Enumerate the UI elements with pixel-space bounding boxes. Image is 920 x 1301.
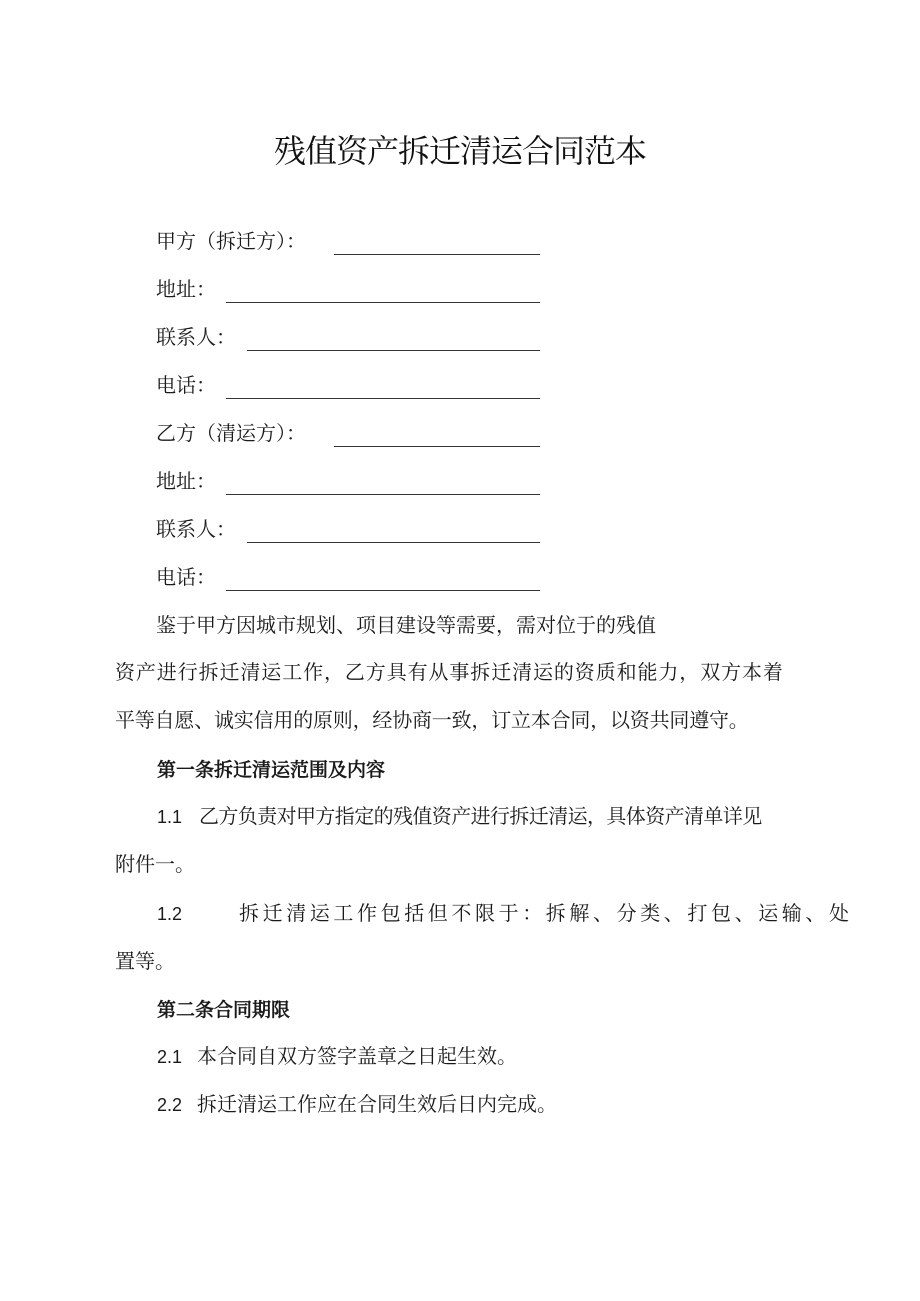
preamble-line-2: 资产进行拆迁清运工作，乙方具有从事拆迁清运的资质和能力，双方本着 bbox=[115, 660, 784, 684]
party-a-name-blank bbox=[334, 254, 540, 255]
party-b-contact-field bbox=[156, 514, 540, 544]
party-b-contact-label: 联系人： bbox=[156, 517, 236, 541]
party-a-address-label: 地址： bbox=[156, 277, 216, 301]
party-a-name-field bbox=[156, 226, 540, 256]
party-a-contact-field bbox=[156, 322, 540, 352]
clause-1-2-text-line-1: 拆迁清运工作包括但不限于：拆解、分类、打包、运输、处 bbox=[239, 901, 853, 925]
preamble-line-1: 鉴于甲方因城市规划、项目建设等需要，需对位于的残值 bbox=[156, 613, 656, 637]
party-b-phone-label: 电话： bbox=[156, 565, 216, 589]
clause-1-1-text-line-2: 附件一。 bbox=[115, 852, 195, 876]
party-a-name-label: 甲方（拆迁方）： bbox=[156, 229, 306, 253]
article-1-heading: 第一条拆迁清运范围及内容 bbox=[157, 759, 386, 781]
clause-1-2-text-line-2: 置等。 bbox=[115, 949, 175, 973]
clause-2-1-number: 2.1 bbox=[157, 1047, 183, 1067]
clause-1-1-text-line-1: 乙方负责对甲方指定的残值资产进行拆迁清运，具体资产清单详见 bbox=[199, 804, 762, 828]
document-title: 残值资产拆迁清运合同范本 bbox=[273, 132, 646, 170]
party-b-phone-blank bbox=[226, 590, 540, 591]
party-a-phone-label: 电话： bbox=[156, 373, 216, 397]
party-b-name-label: 乙方（清运方）： bbox=[156, 421, 306, 445]
article-2-heading: 第二条合同期限 bbox=[157, 999, 291, 1021]
party-b-address-field bbox=[156, 466, 540, 496]
party-b-name-blank bbox=[334, 446, 540, 447]
party-b-address-blank bbox=[226, 494, 540, 495]
party-b-address-label: 地址： bbox=[156, 469, 216, 493]
clause-1-1-number: 1.1 bbox=[157, 807, 183, 827]
party-a-address-blank bbox=[226, 302, 540, 303]
party-b-phone-field bbox=[156, 562, 540, 592]
party-b-contact-blank bbox=[247, 542, 540, 543]
preamble-line-3: 平等自愿、诚实信用的原则，经协商一致，订立本合同，以资共同遵守。 bbox=[115, 708, 749, 732]
clause-2-1-text: 本合同自双方签字盖章之日起生效。 bbox=[197, 1044, 517, 1068]
clause-1-2-number: 1.2 bbox=[157, 904, 183, 924]
clause-2-2-number: 2.2 bbox=[157, 1095, 183, 1115]
party-a-contact-blank bbox=[247, 350, 540, 351]
party-b-name-field bbox=[156, 418, 540, 448]
party-a-phone-blank bbox=[226, 398, 540, 399]
party-a-phone-field bbox=[156, 370, 540, 400]
party-a-address-field bbox=[156, 274, 540, 304]
party-a-contact-label: 联系人： bbox=[156, 325, 236, 349]
clause-2-2-text: 拆迁清运工作应在合同生效后日内完成。 bbox=[197, 1092, 557, 1116]
